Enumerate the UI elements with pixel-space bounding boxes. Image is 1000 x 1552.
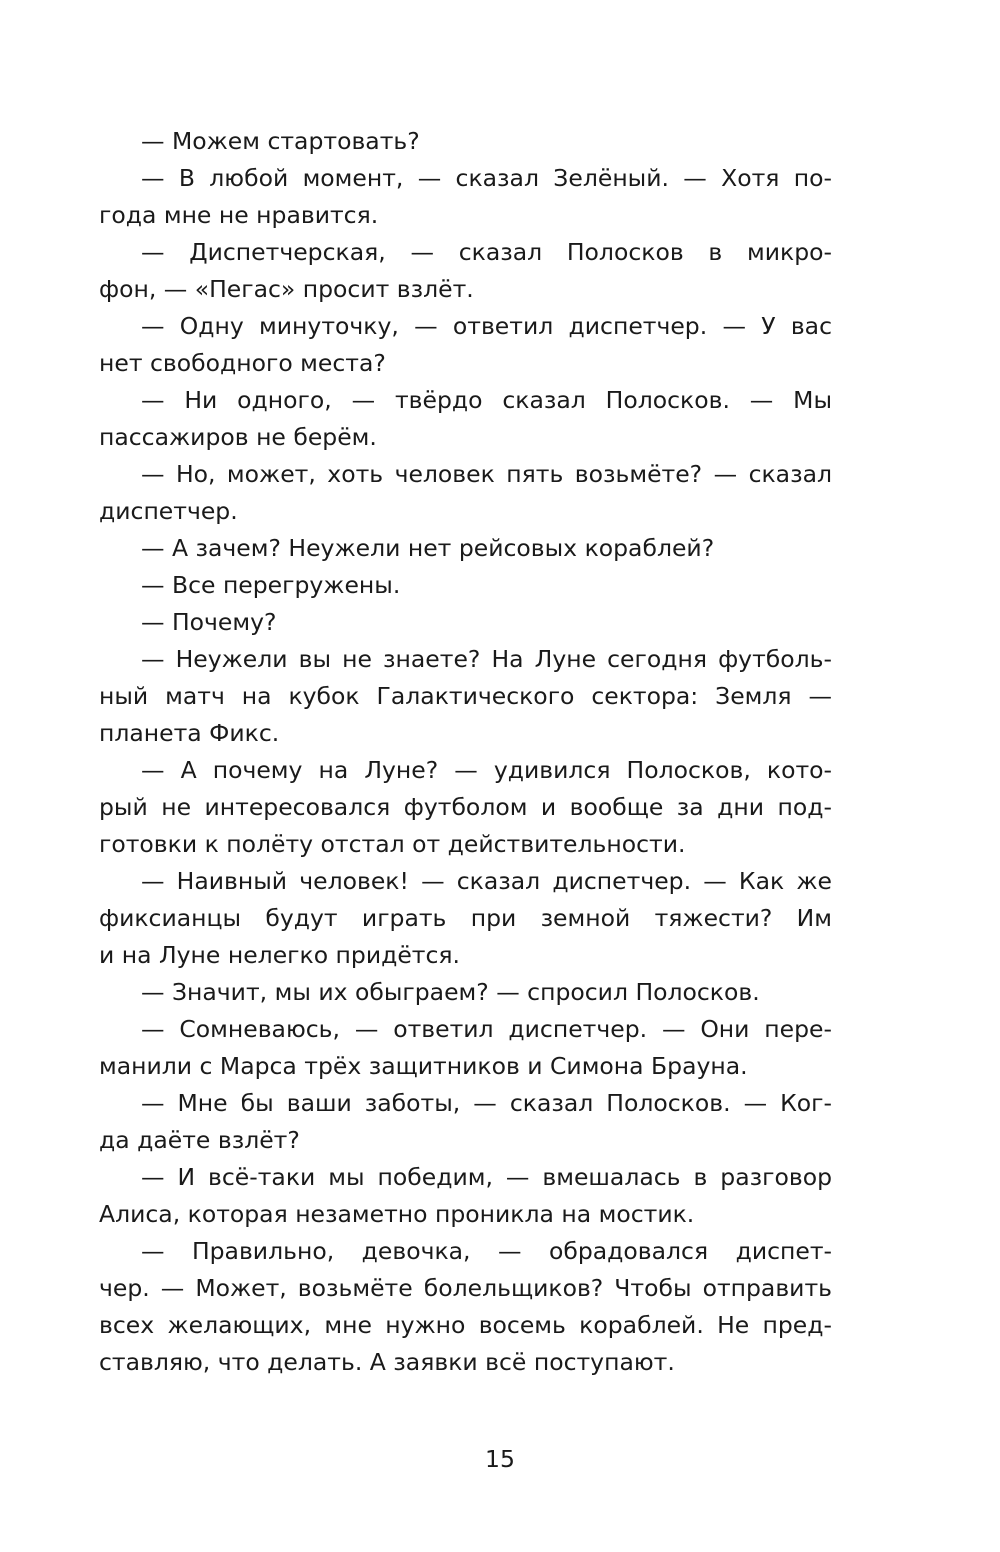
text-line: — Все перегружены. — [141, 571, 401, 599]
text-line: готовки к полёту отстал от действительности. — [99, 830, 686, 858]
text-line: — В любой момент, — сказал Зелёный. — Хотя по- — [141, 164, 832, 192]
text-line: — А почему на Луне? — удивился Полосков, кото- — [141, 756, 832, 784]
text-line: — Наивный человек! — сказал диспетчер. — Как же — [141, 867, 832, 895]
text-line: — Диспетчерская, — сказал Полосков в микро- — [141, 238, 832, 266]
text-line: планета Фикс. — [99, 719, 280, 747]
text-line: Алиса, которая незаметно проникла на мостик. — [99, 1200, 695, 1228]
page-body — [99, 123, 832, 1381]
text-line: ный матч на кубок Галактического сектора: Земля — — [99, 682, 832, 710]
text-line: — Значит, мы их обыграем? — спросил Полосков. — [141, 978, 760, 1006]
text-line: ставляю, что делать. А заявки всё поступают. — [99, 1348, 675, 1376]
text-line: года мне не нравится. — [99, 201, 379, 229]
text-line: всех желающих, мне нужно восемь кораблей. Не пред- — [99, 1311, 832, 1339]
text-line: — И всё-таки мы победим, — вмешалась в разговор — [141, 1163, 832, 1191]
text-line: диспетчер. — [99, 497, 238, 525]
text-line: — Одну минуточку, — ответил диспетчер. — У вас — [141, 312, 832, 340]
text-line: — Мне бы ваши заботы, — сказал Полосков. — Ког- — [141, 1089, 832, 1117]
text-line: — Правильно, девочка, — обрадовался диспет- — [141, 1237, 832, 1265]
text-line: — Почему? — [141, 608, 277, 636]
text-line: манили с Марса трёх защитников и Симона Брауна. — [99, 1052, 748, 1080]
text-line: — Сомневаюсь, — ответил диспетчер. — Они пере- — [141, 1015, 832, 1043]
text-line: — А зачем? Неужели нет рейсовых кораблей? — [141, 534, 715, 562]
page-number: 15 — [485, 1445, 515, 1473]
text-line: рый не интересовался футболом и вообще за дни под- — [99, 793, 832, 821]
text-line: да даёте взлёт? — [99, 1126, 300, 1154]
text-line: нет свободного места? — [99, 349, 386, 377]
text-line: фон, — «Пегас» просит взлёт. — [99, 275, 474, 303]
text-line: — Ни одного, — твёрдо сказал Полосков. — Мы — [141, 386, 832, 414]
text-line: чер. — Может, возьмёте болельщиков? Чтобы отправить — [99, 1274, 832, 1302]
text-line: фиксианцы будут играть при земной тяжести? Им — [99, 904, 832, 932]
text-line: пассажиров не берём. — [99, 423, 377, 451]
text-line: — Можем стартовать? — [141, 127, 420, 155]
text-line: и на Луне нелегко придётся. — [99, 941, 461, 969]
text-line: — Неужели вы не знаете? На Луне сегодня футболь- — [141, 645, 832, 673]
text-line: — Но, может, хоть человек пять возьмёте? — сказал — [141, 460, 832, 488]
